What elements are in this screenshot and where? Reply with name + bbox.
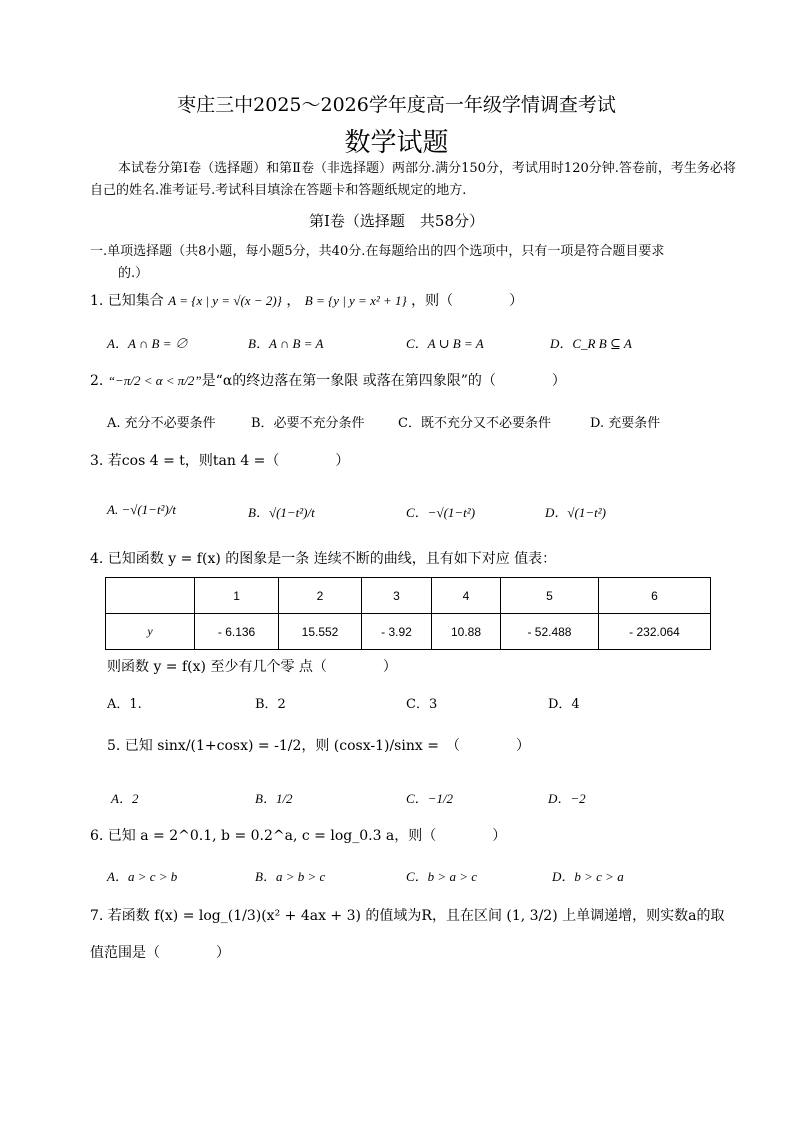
q2-option-c[interactable]: C．既不充分又不必要条件 (398, 416, 551, 431)
q5-option-c[interactable]: C．−1/2 (406, 791, 454, 806)
q3-option-a[interactable]: A. −√(1−t²)/t (107, 502, 177, 517)
table-cell: - 3.92 (361, 614, 431, 650)
table-cell: 2 (279, 578, 362, 614)
q1-suffix: ，则（ ） (411, 293, 524, 309)
section-heading-cont: 的.） (118, 266, 149, 281)
q3-option-c[interactable]: C．−√(1−t²) (406, 505, 476, 520)
q3-option-d[interactable]: D．√(1−t²) (545, 505, 606, 520)
question-2: 2. “−π/2 < α < π/2”是“α的终边落在第一象限 或落在第四象限”的（ ） (90, 373, 566, 389)
table-cell: - 6.136 (195, 614, 279, 650)
q1-set-b: B = {y | y = x² + 1} (304, 293, 407, 308)
question-1: 1. 已知集合 A = {x | y = √(x − 2)} ， B = {y | y = x² + 1} ，则（ ） (90, 293, 524, 309)
q5-option-d[interactable]: D．−2 (548, 791, 586, 806)
subject-title: 数学试题 (344, 128, 449, 158)
q2-condition: “−π/2 < α < π/2” (107, 373, 202, 388)
table-cell: 3 (361, 578, 431, 614)
q1-option-c[interactable]: C．A ∪ B = A (406, 336, 484, 351)
table-cell: - 52.488 (500, 614, 598, 650)
q1-prefix: 1. 已知集合 (90, 293, 164, 309)
q1-option-d[interactable]: D．C_R B ⊆ A (550, 336, 632, 351)
q3-option-b[interactable]: B．√(1−t²)/t (248, 505, 315, 520)
q2-option-a[interactable]: A. 充分不必要条件 (107, 416, 216, 431)
section-heading: 一.单项选择题（共8小题，每小题5分，共40分.在每题给出的四个选项中，只有一项是符合题目要求 (90, 244, 665, 259)
q4-option-c[interactable]: C．3 (406, 697, 438, 712)
q2-text: 是“α的终边落在第一象限 或落在第四象限”的（ ） (201, 373, 566, 389)
q1-option-a[interactable]: A．A ∩ B = ∅ (107, 336, 188, 351)
question-3: 3. 若cos 4 = t，则tan 4 =（ ） (90, 453, 350, 469)
table-cell: y (106, 614, 195, 650)
table-cell: 5 (500, 578, 598, 614)
question-5: 5. 已知 sinx/(1+cosx) = -1/2，则 (cosx-1)/sinx = （ ） (107, 738, 530, 754)
table-cell: 15.552 (279, 614, 362, 650)
question-4: 4. 已知函数 y = f(x) 的图象是一条 连续不断的曲线，且有如下对应 值表： (90, 551, 557, 567)
table-row (106, 578, 711, 614)
table-row (106, 614, 711, 650)
exam-instructions: 本试卷分第Ⅰ卷（选择题）和第Ⅱ卷（非选择题）两部分.满分150分，考试用时120分钟.答卷前，考生务必将自己的姓名.准考证号.考试科目填涂在答题卡和答题纸规定的地方. (90, 161, 736, 198)
q2-option-d[interactable]: D. 充要条件 (590, 416, 661, 431)
question-7: 7. 若函数 f(x) = log_(1/3)(x² + 4ax + 3) 的值域为R，且在区间 (1, 3/2) 上单调递增，则实数a的取 (90, 908, 725, 924)
q4-option-a[interactable]: A．1. (107, 697, 142, 712)
exam-school-title: 枣庄三中2025～2026学年度高一年级学情调查考试 (177, 94, 616, 116)
table-cell: 6 (599, 578, 711, 614)
question-6: 6. 已知 a = 2^0.1, b = 0.2^a, c = log_0.3 a，则（ ） (90, 828, 507, 844)
value-table (105, 577, 711, 650)
q6-option-c[interactable]: C．b > a > c (406, 869, 477, 884)
question-7-cont: 值范围是（ ） (90, 945, 230, 961)
q1-set-a: A = {x | y = √(x − 2)} (168, 293, 282, 308)
volume-title: 第Ⅰ卷（选择题 共58分） (308, 212, 484, 230)
table-cell: - 232.064 (599, 614, 711, 650)
q6-option-a[interactable]: A．a > c > b (107, 869, 178, 884)
table-cell: 4 (432, 578, 501, 614)
table-cell (106, 578, 195, 614)
q4-option-b[interactable]: B．2 (255, 697, 286, 712)
q4-option-d[interactable]: D．4 (548, 697, 580, 712)
table-cell: 1 (195, 578, 279, 614)
q6-option-b[interactable]: B．a > b > c (255, 869, 326, 884)
q5-option-a[interactable]: A．2 (111, 791, 139, 806)
q1-option-b[interactable]: B．A ∩ B = A (248, 336, 324, 351)
q6-option-d[interactable]: D．b > c > a (552, 869, 624, 884)
q5-option-b[interactable]: B．1/2 (255, 791, 293, 806)
q2-option-b[interactable]: B．必要不充分条件 (251, 416, 365, 431)
table-cell: 10.88 (432, 614, 501, 650)
q4-followup: 则函数 y = f(x) 至少有几个零 点（ ） (107, 659, 397, 675)
